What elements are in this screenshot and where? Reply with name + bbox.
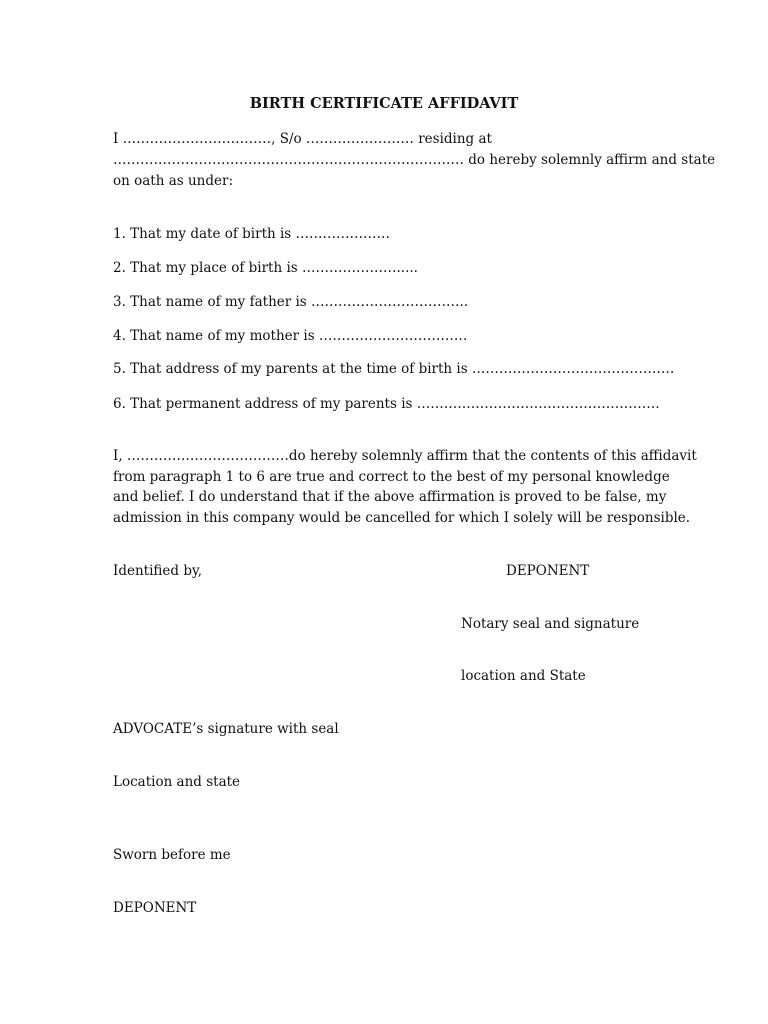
item-mother-name: 4. That name of my mother is …………………………… (113, 328, 468, 344)
intro-line-3: on oath as under: (113, 173, 233, 189)
location-state-left-label: Location and state (113, 774, 241, 790)
item-place-of-birth: 2. That my place of birth is …………………..... (113, 260, 418, 276)
item-father-name: 3. That name of my father is …………………………….. (113, 294, 469, 310)
affirmation-line-1: I, ………………………………do hereby solemnly affirm that the contents of this affidavit (113, 448, 697, 464)
sworn-before-label: Sworn before me (113, 847, 231, 863)
item-parents-address-at-birth: 5. That address of my parents at the time of birth is ……………………………………… (113, 361, 675, 377)
intro-line-1: I ……………………………, S/o …………………… residing at (113, 131, 492, 147)
document-title: BIRTH CERTIFICATE AFFIDAVIT (249, 95, 519, 112)
item-permanent-address: 6. That permanent address of my parents is ……………………………………………… (113, 396, 660, 412)
item-date-of-birth: 1. That my date of birth is ………………… (113, 226, 391, 242)
deponent-label-right: DEPONENT (506, 563, 590, 579)
deponent-label-bottom: DEPONENT (113, 900, 197, 916)
affirmation-line-3: and belief. I do understand that if the above affirmation is proved to be false, my (113, 489, 667, 505)
identified-by-label: Identified by, (113, 563, 203, 579)
affirmation-line-4: admission in this company would be cancelled for which I solely will be responsible. (113, 510, 691, 526)
affirmation-line-2: from paragraph 1 to 6 are true and correct to the best of my personal knowledge (113, 469, 670, 485)
advocate-signature-label: ADVOCATE’s signature with seal (113, 721, 339, 737)
intro-line-2: …………………………………………………………………… do hereby solemnly affirm and state (113, 152, 716, 168)
location-state-right-label: location and State (461, 668, 586, 684)
notary-label: Notary seal and signature (461, 616, 640, 632)
